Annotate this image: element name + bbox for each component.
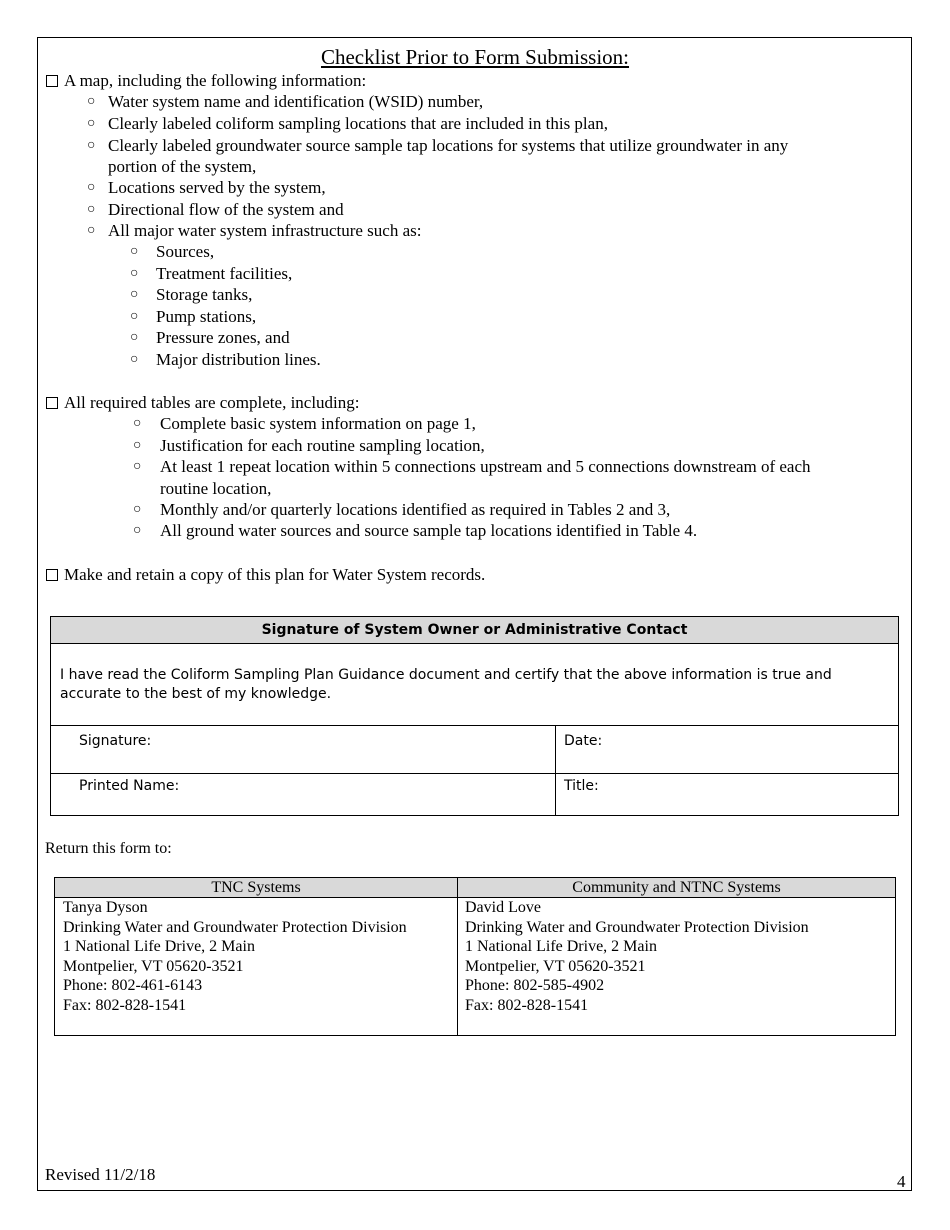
checklist-item-tables: All required tables are complete, including: [46,392,360,413]
contact-line: 1 National Life Drive, 2 Main [63,938,255,956]
infrastructure-item: Treatment facilities, [156,264,293,283]
divider [51,773,898,774]
checklist-item-copy: Make and retain a copy of this plan for Water System records. [46,564,485,585]
tables-subitem: Justification for each routine sampling location, [160,436,485,455]
bullet-icon: ○ [87,138,96,153]
contact-line: Phone: 802-585-4902 [465,977,605,995]
divider [457,878,458,1035]
bullet-icon: ○ [87,202,96,217]
infrastructure-item: Pressure zones, and [156,328,290,347]
bullet-icon: ○ [130,244,139,259]
infrastructure-item: Major distribution lines. [156,350,321,369]
tables-subitem: All ground water sources and source sample tap locations identified in Table 4. [160,521,698,540]
checklist-title: Checklist Prior to Form Submission: [320,45,630,69]
infrastructure-item: Sources, [156,242,215,261]
printed-name-field[interactable]: Printed Name: [79,778,180,794]
contact-line: 1 National Life Drive, 2 Main [465,938,657,956]
title-field[interactable]: Title: [564,778,599,794]
bullet-icon: ○ [130,266,139,281]
infrastructure-item: Pump stations, [156,307,257,326]
return-label: Return this form to: [45,840,172,857]
bullet-icon: ○ [130,287,139,302]
tables-subitem: Monthly and/or quarterly locations identified as required in Tables 2 and 3, [160,500,671,519]
contact-line: Fax: 802-828-1541 [63,996,187,1014]
map-subitem-continued: portion of the system, [108,157,257,176]
map-subitem: Directional flow of the system and [108,200,344,219]
infrastructure-item: Storage tanks, [156,285,253,304]
bullet-icon: ○ [130,309,139,324]
contact-line: David Love [465,899,541,916]
bullet-icon: ○ [87,94,96,109]
map-subitem: Clearly labeled groundwater source sample tap locations for systems that utilize groundwater in any [108,136,789,155]
tables-subitem: Complete basic system information on page 1, [160,414,476,433]
bullet-icon: ○ [133,502,142,517]
bullet-icon: ○ [130,330,139,345]
checkbox-icon[interactable] [46,75,58,87]
tnc-contact [63,898,407,1016]
map-subitem: Clearly labeled coliform sampling locations that are included in this plan, [108,114,608,133]
divider [51,725,898,726]
contact-line: Phone: 802-461-6143 [63,977,203,995]
divider [555,725,556,816]
bullet-icon: ○ [87,223,96,238]
column-header-community: Community and NTNC Systems [572,879,781,896]
checkbox-icon[interactable] [46,569,58,581]
map-subitem: Water system name and identification (WSID) number, [108,92,484,111]
bullet-icon: ○ [130,352,139,367]
tables-subitem-continued: routine location, [160,479,272,498]
page-number: 4 [897,1172,906,1191]
tables-subitem: At least 1 repeat location within 5 connections upstream and 5 connections downstream of each [160,457,811,476]
signature-header: Signature of System Owner or Administrative Contact [51,617,898,644]
bullet-icon: ○ [87,116,96,131]
bullet-icon: ○ [133,416,142,431]
date-field[interactable]: Date: [564,733,603,749]
certification-text: I have read the Coliform Sampling Plan Guidance document and certify that the above information is true and accurate to the best of my knowledge. [60,667,832,702]
bullet-icon: ○ [133,438,142,453]
bullet-icon: ○ [133,459,142,474]
bullet-icon: ○ [133,523,142,538]
bullet-icon: ○ [87,180,96,195]
checkbox-icon[interactable] [46,397,58,409]
signature-field[interactable]: Signature: [79,733,152,749]
contact-line: Tanya Dyson [63,899,148,916]
column-header-tnc: TNC Systems [211,879,301,896]
revised-date: Revised 11/2/18 [45,1165,156,1184]
checklist-item-map: A map, including the following information: [46,70,366,91]
contact-line: Drinking Water and Groundwater Protection Division [465,918,809,936]
return-address-table [54,877,896,1036]
community-contact [465,898,809,1016]
contact-line: Drinking Water and Groundwater Protection Division [63,918,407,936]
contact-line: Fax: 802-828-1541 [465,996,589,1014]
contact-line: Montpelier, VT 05620-3521 [63,957,244,975]
contact-line: Montpelier, VT 05620-3521 [465,957,646,975]
map-subitem: Locations served by the system, [108,178,326,197]
signature-box [50,616,899,816]
map-subitem: All major water system infrastructure such as: [108,221,422,240]
